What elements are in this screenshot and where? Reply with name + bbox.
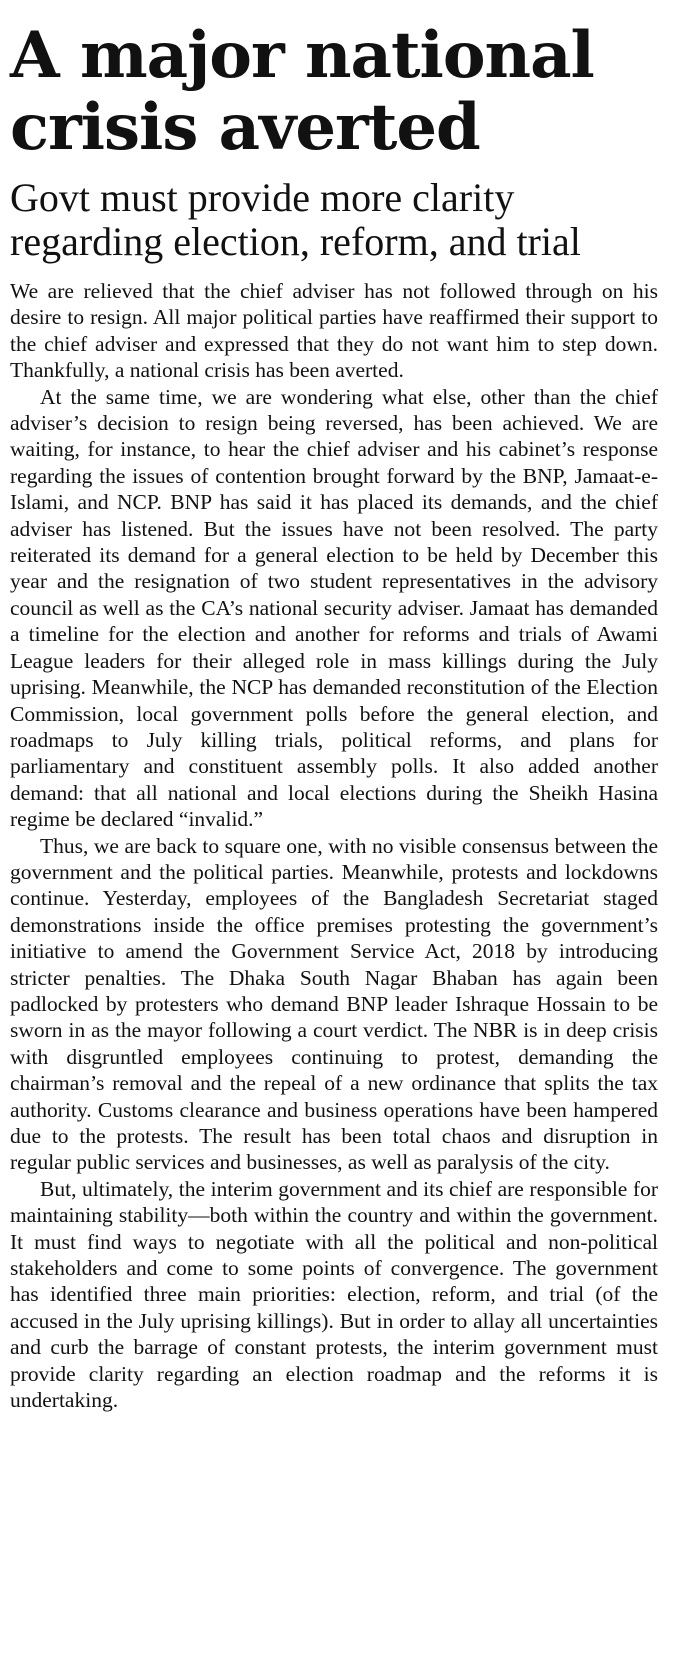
- paragraph-3: Thus, we are back to square one, with no visible consensus between the government and the political parties. Meanwhile, protests and lockdowns continue. Yesterday, employees of the Bangladesh Secretariat staged demonstrations inside the office premises protesting the government’s initiative to amend the Government Service Act, 2018 by introducing stricter penalties. The Dhaka South Nagar Bhaban has again been padlocked by protesters who demand BNP leader Ishraque Hossain to be sworn in as the mayor following a court verdict. The NBR is in deep crisis with disgruntled employees continuing to protest, demanding the chairman’s removal and the repeal of a new ordinance that splits the tax authority. Customs clearance and business operations have been hampered due to the protests. The result has been total chaos and disruption in regular public services and businesses, as well as paralysis of the city.: [10, 833, 658, 1175]
- headline: A major national crisis averted: [10, 18, 594, 165]
- paragraph-1: We are relieved that the chief adviser has not followed through on his desire to resign. All major political parties have reaffirmed their support to the chief adviser and expressed that they do not want him to step down. Thankfully, a national crisis has been averted.: [10, 279, 658, 383]
- paragraph-2: At the same time, we are wondering what else, other than the chief adviser’s decision to resign being reversed, has been achieved. We are waiting, for instance, to hear the chief adviser and his cabinet’s response regarding the issues of contention brought forward by the BNP, Jamaat-e-Islami, and NCP. BNP has said it has placed its demands, and the chief adviser has listened. But the issues have not been resolved. The party reiterated its demand for a general election to be held by December this year and the resignation of two student representatives in the advisory council as well as the CA’s national security adviser. Jamaat has demanded a timeline for the election and another for reforms and trials of Awami League leaders for their alleged role in mass killings during the July uprising. Meanwhile, the NCP has demanded reconstitution of the Election Commission, local government polls before the general election, and roadmaps to July killing trials, political reforms, and plans for parliamentary and constituent assembly polls. It also added another demand: that all national and local elections during the Sheikh Hasina regime be declared “invalid.”: [10, 384, 658, 832]
- subheadline: Govt must provide more clarity regarding election, reform, and trial: [10, 175, 581, 264]
- paragraph-4: But, ultimately, the interim government and its chief are responsible for maintaining stability—both within the country and within the government. It must find ways to negotiate with all the political and non-political stakeholders and come to some points of convergence. The government has identified three main priorities: election, reform, and trial (of the accused in the July uprising killings). But in order to allay all uncertainties and curb the barrage of constant protests, the interim government must provide clarity regarding an election roadmap and the reforms it is undertaking.: [10, 1176, 658, 1413]
- article-body: [10, 278, 658, 1413]
